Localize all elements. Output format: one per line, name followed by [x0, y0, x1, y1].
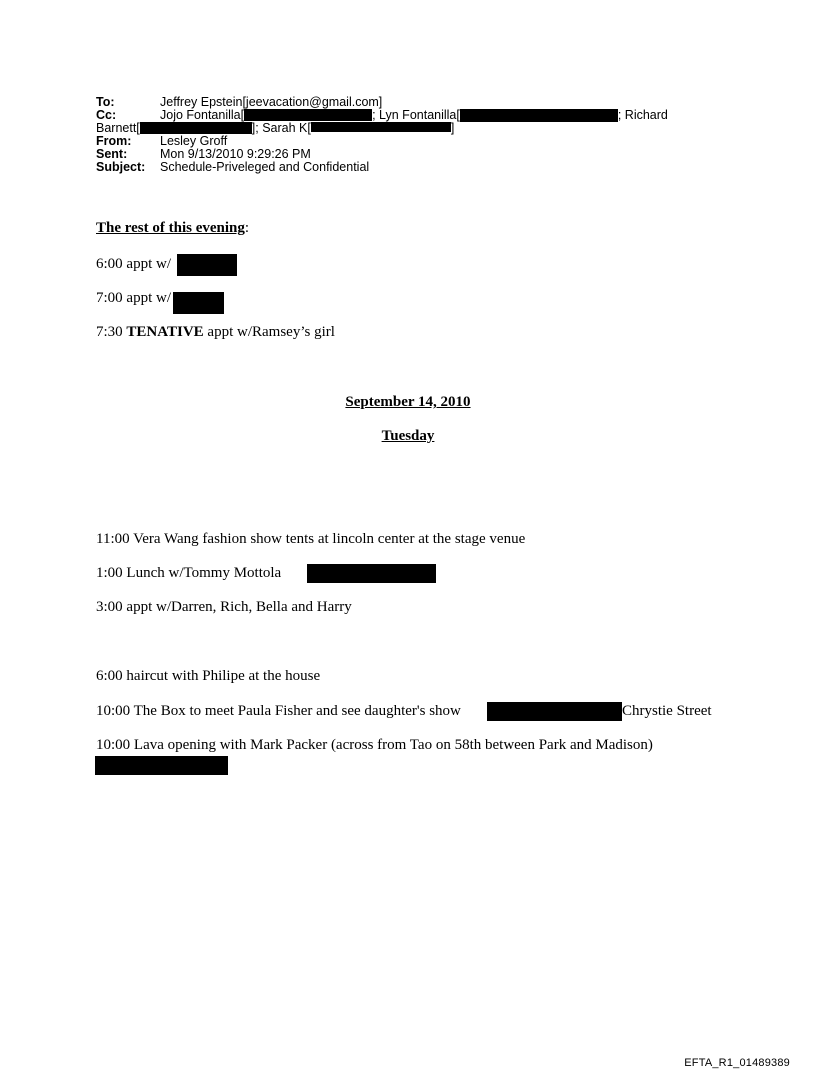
schedule-item-1-text: 11:00 Vera Wang fashion show tents at lincoln center at the stage venue [96, 531, 526, 547]
evening-heading: The rest of this evening [96, 220, 245, 236]
evening-item-3-time: 7:30 [96, 324, 127, 340]
evening-item-1-text: 6:00 appt w/ [96, 256, 171, 272]
evening-heading-line [96, 220, 249, 237]
weekday-heading [0, 428, 816, 445]
redaction-block [244, 109, 372, 121]
redaction-block [173, 292, 224, 314]
evening-item-1 [96, 256, 171, 273]
cc-cont-text-2: ]; Sarah K[ [251, 121, 311, 135]
redaction-block [307, 564, 436, 583]
evening-item-2 [96, 290, 171, 307]
evening-heading-colon: : [244, 220, 250, 236]
cc-continuation [96, 122, 454, 135]
redaction-block [460, 109, 618, 122]
schedule-item-3 [96, 599, 352, 616]
schedule-item-3-text: 3:00 appt w/Darren, Rich, Bella and Harry [96, 599, 352, 615]
sent-label: Sent: [96, 147, 128, 161]
to-label: To: [96, 95, 115, 109]
weekday-text: Tuesday [381, 428, 435, 444]
cc-text-1: Jojo Fontanilla[ [160, 108, 245, 122]
schedule-item-5 [96, 703, 712, 720]
bates-number: EFTA_R1_01489389 [684, 1057, 790, 1069]
schedule-item-5-text: 10:00 The Box to meet Paula Fisher and see daughter's show [96, 703, 461, 719]
cc-row [96, 109, 736, 122]
redaction-block [95, 756, 228, 775]
redaction-block [177, 254, 237, 276]
evening-item-3-rest: appt w/Ramsey’s girl [203, 324, 335, 340]
evening-item-3 [96, 324, 335, 341]
evening-item-3-bold: TENATIVE [126, 324, 204, 340]
cc-label: Cc: [96, 108, 117, 122]
from-value: Lesley Groff [160, 134, 228, 148]
schedule-item-2-text: 1:00 Lunch w/Tommy Mottola [96, 565, 282, 581]
cc-cont-text-3: ] [450, 121, 455, 135]
to-value: Jeffrey Epstein[jeevacation@gmail.com] [160, 95, 383, 109]
schedule-item-6-text: 10:00 Lava opening with Mark Packer (across from Tao on 58th between Park and Madison) [96, 737, 653, 753]
date-text: September 14, 2010 [345, 394, 471, 410]
email-header [96, 96, 736, 174]
schedule-item-5-street: Chrystie Street [622, 703, 712, 719]
redaction-block [487, 702, 622, 721]
sent-value: Mon 9/13/2010 9:29:26 PM [160, 147, 311, 161]
schedule-item-4-text: 6:00 haircut with Philipe at the house [96, 668, 321, 684]
schedule-item-6 [96, 737, 653, 754]
cc-cont-text-1: Barnett[ [96, 121, 140, 135]
cc-text-2: ; Lyn Fontanilla[ [372, 108, 460, 122]
subject-value: Schedule-Priveleged and Confidential [160, 160, 370, 174]
from-label: From: [96, 134, 132, 148]
cc-text-3: ; Richard [617, 108, 668, 122]
schedule-item-4 [96, 668, 320, 685]
cc-value [160, 109, 668, 122]
subject-row [96, 161, 736, 174]
schedule-item-1 [96, 531, 525, 548]
schedule-item-2 [96, 565, 281, 582]
subject-label: Subject: [96, 160, 146, 174]
redaction-block [311, 122, 451, 132]
redaction-block [140, 122, 252, 134]
evening-item-2-text: 7:00 appt w/ [96, 290, 171, 306]
date-heading [0, 394, 816, 411]
